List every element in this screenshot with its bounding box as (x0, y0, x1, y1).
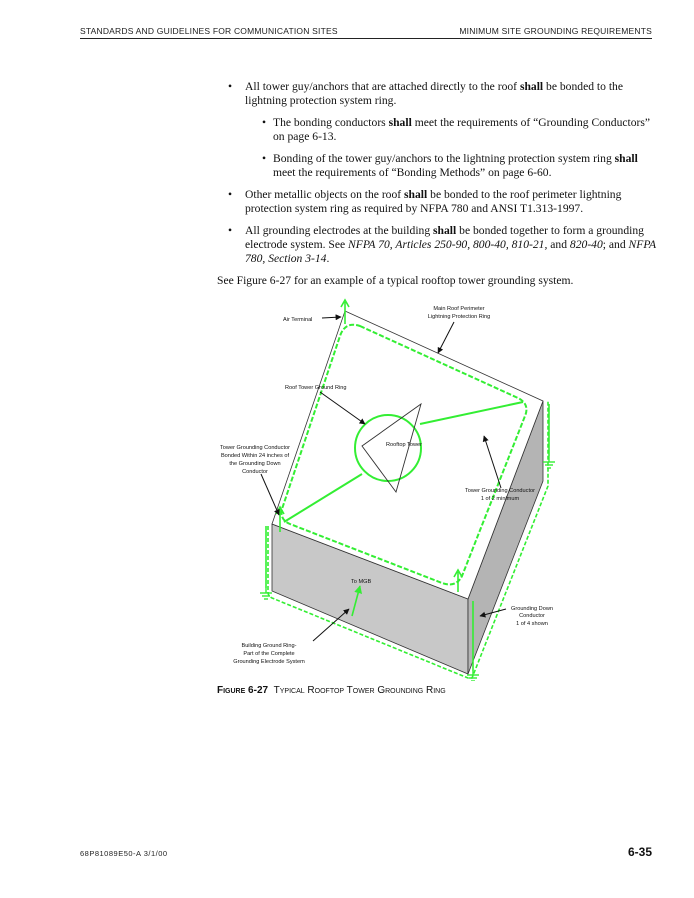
label-main-roof-2: Lightning Protection Ring (427, 314, 491, 320)
callout-air-terminal (322, 317, 341, 318)
running-header-right: MINIMUM SITE GROUNDING REQUIREMENTS (459, 26, 652, 36)
bullet-tower-guy-anchors: • All tower guy/anchors that are attached directly to the roof shall be bonded to the lightning protection system ring. (228, 80, 623, 107)
bullet-grounding-electrodes: • All grounding electrodes at the building shall be bonded together to form a grounding electrode system. See NFPA 70, Articles 250-90, 800-40, 810-21, and 820-40; and NFPA 780, Section 3-14. (228, 224, 656, 265)
figure-number: Figure 6-27 (217, 685, 269, 696)
label-bgr-3: Grounding Electrode System (233, 659, 305, 665)
sub-bullet-bonding-methods: • Bonding of the tower guy/anchors to the lightning protection system ring shall meet the requirements of “Bonding Methods” on page 6-60. (262, 152, 638, 179)
label-tgc-bonded-2: Bonded Within 24 inches of (220, 453, 290, 459)
figure-caption (217, 685, 446, 696)
label-tgc-min-2: 1 of 2 minimum (480, 496, 520, 502)
footer-page-number: 6-35 (627, 845, 652, 859)
label-bgr-2: Part of the Complete (243, 651, 295, 657)
ground-symbol-left (260, 588, 272, 599)
label-rooftop-tower: Rooftop Tower (386, 442, 422, 448)
callout-main-roof-ring (438, 322, 454, 353)
label-to-mgb: To MGB (351, 579, 372, 585)
see-figure-sentence: See Figure 6-27 for an example of a typical rooftop tower grounding system. (217, 274, 574, 287)
running-header-left: STANDARDS AND GUIDELINES FOR COMMUNICATION SITES (80, 26, 338, 36)
footer-doc-id: 68P81089E50-A 3/1/00 (80, 849, 168, 858)
label-bgr-1: Building Ground Ring- (241, 643, 297, 649)
label-gdc-2: Conductor (519, 613, 545, 619)
header-rule (80, 38, 652, 39)
label-tgc-min-1: Tower Grounding Conductor (465, 488, 535, 494)
label-air-terminal: Air Terminal (283, 317, 313, 323)
sub-bullet-bonding-conductors: • The bonding conductors shall meet the requirements of “Grounding Conductors” on page 6-13. (262, 116, 651, 143)
bullet-metallic-objects: • Other metallic objects on the roof shall be bonded to the roof perimeter lightning protection system ring as required by NFPA 780 and ANSI T1.313-1997. (228, 188, 622, 215)
label-gdc-3: 1 of 4 shown (516, 621, 548, 627)
body-text (217, 80, 657, 288)
label-tgc-bonded-4: Conductor (242, 469, 268, 475)
figure-title: Typical Rooftop Tower Grounding Ring (273, 685, 446, 696)
callout-tgc-bonded (261, 474, 279, 515)
label-gdc-1: Grounding Down (511, 606, 553, 612)
label-tgc-bonded-3: the Grounding Down (229, 461, 281, 467)
label-roof-tower-ring: Roof Tower Ground Ring (285, 385, 347, 391)
rooftop-grounding-figure (210, 296, 570, 681)
label-main-roof-1: Main Roof Perimeter (433, 306, 485, 312)
label-tgc-bonded-1: Tower Grounding Conductor (220, 445, 290, 451)
ground-symbol-right (543, 456, 555, 468)
